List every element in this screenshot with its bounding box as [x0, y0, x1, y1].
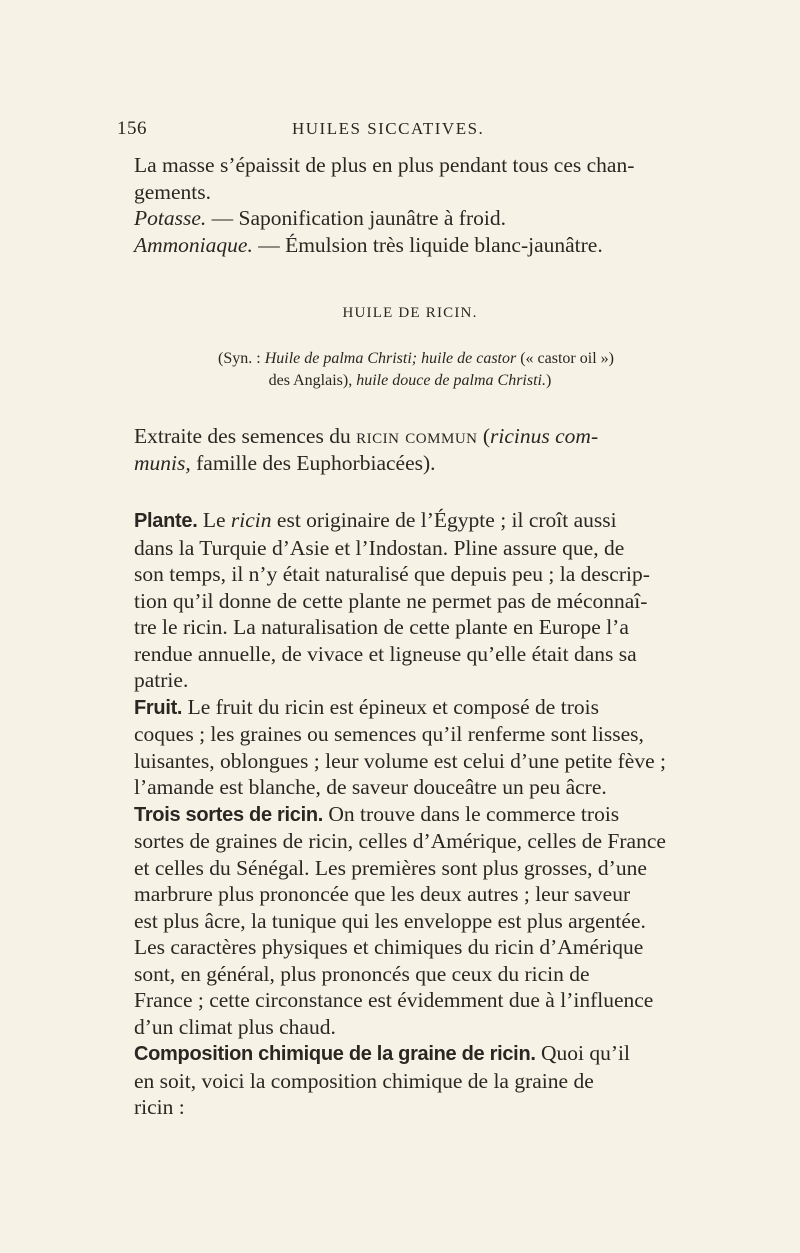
syn-close: )	[545, 372, 552, 389]
fruit-heading: Fruit.	[134, 696, 183, 719]
running-title: HUILES SICCATIVES.	[292, 119, 485, 138]
plante-lead: Le	[197, 508, 231, 532]
plante-line: dans la Turquie d’Asie et l’Indostan. Pline assure que, de	[134, 535, 625, 560]
fruit-line: l’amande est blanche, de saveur douceâtre un peu âcre.	[134, 775, 607, 799]
intro-line-1: La masse s’épaissit de plus en plus pendant tous ces chan-	[134, 153, 635, 177]
composition-line: en soit, voici la composition chimique de la graine de	[134, 1068, 594, 1093]
trois-line: On trouve dans le commerce trois	[323, 801, 620, 826]
trois-line: France ; cette circonstance est évidemment due à l’influence	[134, 988, 654, 1012]
plante-line: est originaire de l’Égypte ; il croît aussi	[271, 508, 617, 532]
plante-heading: Plante.	[134, 510, 198, 532]
trois-paragraph	[117, 801, 703, 1041]
synonyms-block	[117, 348, 703, 392]
extraite-italic-1: ricinus com-	[490, 424, 599, 448]
extraite-a: Extraite des semences du	[134, 424, 357, 448]
fruit-line: Le fruit du ricin est épineux et composé de trois	[182, 694, 599, 719]
trois-line: sortes de graines de ricin, celles d’Amérique, celles de France	[134, 829, 666, 853]
trois-heading: Trois sortes de ricin.	[134, 803, 324, 826]
plante-ricin-italic: ricin	[230, 508, 272, 532]
potasse-label: Potasse.	[134, 206, 207, 230]
trois-line: est plus âcre, la tunique qui les enveloppe est plus argentée.	[134, 908, 646, 933]
running-header	[117, 118, 703, 152]
composition-paragraph	[117, 1040, 703, 1121]
trois-line: marbrure plus prononcée que les deux autres ; leur saveur	[134, 882, 631, 906]
fruit-line: coques ; les graines ou semences qu’il renferme sont lisses,	[134, 722, 644, 746]
syn-mid: (« castor oil »)	[516, 350, 614, 367]
extraite-b: (	[477, 424, 491, 448]
section-title: HUILE DE RICIN.	[342, 305, 478, 321]
fruit-line: luisantes, oblongues ; leur volume est celui d’une petite fève ;	[134, 748, 666, 773]
syn-pre2: des Anglais),	[268, 372, 357, 389]
potasse-line	[117, 205, 703, 232]
plante-paragraph	[117, 507, 703, 694]
ammoniaque-label: Ammoniaque.	[134, 232, 253, 257]
composition-line: Quoi qu’il	[535, 1041, 630, 1065]
syn-italic-1: Huile de palma Christi; huile de castor	[264, 350, 517, 367]
synonyms-line-1	[117, 348, 703, 370]
plante-line: tion qu’il donne de cette plante ne permet pas de méconnaî-	[134, 588, 648, 613]
trois-line: et celles du Sénégal. Les premières sont plus grosses, d’une	[134, 855, 647, 880]
page-number: 156	[117, 118, 147, 139]
extraite-smallcaps: ricin commun	[356, 424, 478, 448]
trois-line: Les caractères physiques et chimiques du ricin d’Amérique	[134, 935, 644, 959]
syn-prefix: (Syn. :	[218, 350, 265, 367]
page	[117, 118, 703, 1121]
trois-line: d’un climat plus chaud.	[134, 1014, 336, 1039]
plante-line: son temps, il n’y était naturalisé que depuis peu ; la descrip-	[134, 562, 650, 586]
plante-line: rendue annuelle, de vivace et ligneuse qu’elle était dans sa	[134, 641, 637, 666]
composition-heading: Composition chimique de la graine de ricin.	[134, 1043, 536, 1065]
intro-paragraph	[117, 152, 703, 205]
ammoniaque-text: — Émulsion très liquide blanc-jaunâtre.	[252, 232, 603, 257]
extraite-paragraph	[117, 423, 703, 476]
intro-line-2: gements.	[134, 179, 212, 204]
synonyms-line-2	[269, 372, 552, 389]
extraite-italic-2: munis,	[134, 450, 191, 475]
trois-line: sont, en général, plus prononcés que ceux du ricin de	[134, 961, 590, 986]
fruit-paragraph	[117, 694, 703, 801]
potasse-text: — Saponification jaunâtre à froid.	[206, 206, 506, 230]
ammoniaque-line	[117, 232, 703, 259]
composition-line: ricin :	[134, 1095, 185, 1119]
syn-italic-2: huile douce de palma Christi.	[356, 372, 546, 389]
plante-line: tre le ricin. La naturalisation de cette plante en Europe l’a	[134, 615, 629, 639]
plante-line: patrie.	[134, 668, 189, 692]
extraite-c: famille des Euphorbiacées).	[190, 450, 436, 475]
